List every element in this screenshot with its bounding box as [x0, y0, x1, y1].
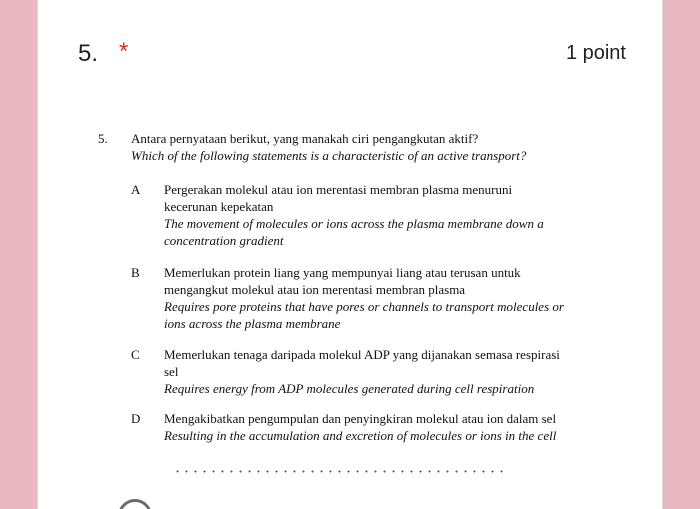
stem-english: Which of the following statements is a characteristic of an active transport?	[131, 148, 527, 163]
question-number: 5.	[78, 40, 99, 67]
option-letter: C	[131, 347, 140, 362]
required-asterisk: *	[119, 38, 129, 65]
option-english-line: Resulting in the accumulation and excretion of molecules or ions in the cell	[164, 428, 557, 443]
option-malay-line: sel	[164, 364, 179, 379]
option-english-line: Requires pore proteins that have pores or channels to transport molecules or	[164, 299, 564, 314]
option-text	[164, 264, 604, 332]
option-letter: B	[131, 265, 140, 280]
option-letter: A	[131, 182, 141, 197]
option-malay-line: mengangkut molekul atau ion merentasi membran plasma	[164, 282, 466, 297]
scan-question-number: 5.	[98, 131, 108, 146]
option-malay-line: Memerlukan protein liang yang mempunyai liang atau terusan untuk	[164, 265, 521, 280]
stem-malay: Antara pernyataan berikut, yang manakah ciri pengangkutan aktif?	[131, 131, 479, 146]
question-card	[37, 0, 663, 509]
dotted-separator	[173, 470, 503, 473]
option-letter: D	[131, 411, 141, 426]
option-malay-line: kecerunan kepekatan	[164, 199, 274, 214]
radio-button[interactable]	[118, 499, 152, 509]
option-english-line: concentration gradient	[164, 233, 284, 248]
option-english-line: Requires energy from ADP molecules generated during cell respiration	[164, 381, 535, 396]
option-text	[164, 346, 604, 397]
option-text	[164, 410, 604, 444]
option-english-line: ions across the plasma membrane	[164, 316, 341, 331]
option-malay-line: Memerlukan tenaga daripada molekul ADP yang dijanakan semasa respirasi	[164, 347, 560, 362]
option-english-line: The movement of molecules or ions across the plasma membrane down a	[164, 216, 544, 231]
option-malay-line: Mengakibatkan pengumpulan dan penyingkiran molekul atau ion dalam sel	[164, 411, 557, 426]
option-text	[164, 181, 604, 249]
question-points: 1 point	[565, 42, 626, 64]
option-malay-line: Pergerakan molekul atau ion merentasi membran plasma menuruni	[164, 182, 513, 197]
question-header	[78, 40, 626, 72]
question-stem	[131, 130, 611, 164]
